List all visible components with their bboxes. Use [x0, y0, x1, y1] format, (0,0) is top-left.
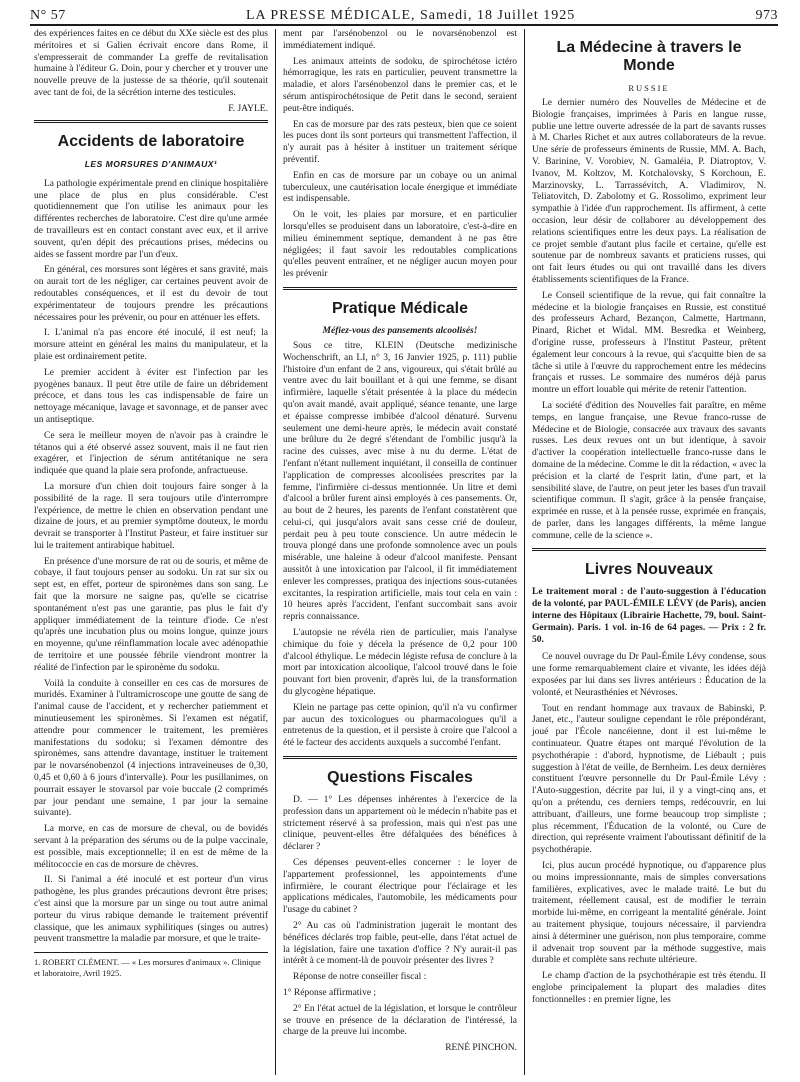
section-divider: [283, 756, 517, 759]
fiscales-signature: RENÉ PINCHON.: [445, 1043, 517, 1054]
accidents-paragraph: Le premier accident à éviter est l'infection par les pyogènes banaux. Il peut être utile de faire un débridement précoce, et dans tous les cas indispensable de faire un nettoyage mécanique, lavage et savonnage, et de panser avec un antiseptique.: [34, 367, 268, 425]
livres-paragraph: Ce nouvel ouvrage du Dr Paul-Émile Lévy condense, sous une forme remarquablement claire et vivante, les idées déjà exposées par lui dans ses livres antérieurs : Éducation de la volonté, et Neurasthénies et Névroses.: [532, 652, 766, 698]
journal-title: LA PRESSE MÉDICALE, Samedi, 18 Juillet 1925: [245, 8, 576, 23]
footnote: 1. ROBERT CLÉMENT. — « Les morsures d'animaux ». Clinique et laboratoire, Avril 1925.: [34, 952, 268, 978]
section-divider: [34, 120, 268, 123]
accidents-paragraph: En général, ces morsures sont légères et sans gravité, mais on aurait tort de les négliger, car certaines peuvent avoir de redoutables conséquences, et il est du devoir de tout expérimentateur de toujours prendre les précautions nécessaires pour les prévenir, ou pour en atténuer les effets.: [34, 265, 268, 323]
accidents-continued: On le voit, les plaies par morsure, et en particulier lorsqu'elles se produisent dans un laboratoire, c'est-à-dire en milieu éminemment septique, demandent à ne pas être négligées; il faut savoir les redoutables complications qu'elles peuvent entraîner, et ne négliger aucun moyen pour les prévenir: [283, 210, 517, 280]
pratique-title: Pratique Médicale: [331, 299, 469, 317]
accidents-continued: Enfin en cas de morsure par un cobaye ou un animal tuberculeux, une cautérisation locale énergique et immédiate est indispensable.: [283, 170, 517, 205]
accidents-paragraph: II. Si l'animal a été inoculé et est porteur d'un virus pathogène, les plus grandes précautions devront être prises; c'est ainsi que la morsure par un singe ou tout autre animal porteur du virus rabique demande le traitement préventif classique, que les animaux syphilitiques (singes ou autres) peuvent transmettre la maladie par morsure, et que le traite-: [34, 875, 268, 945]
accidents-paragraph: I. L'animal n'a pas encore été inoculé, il est neuf; la morsure atteint en général les mains du manipulateur, et la plaie est ordinairement petite.: [34, 328, 268, 362]
accidents-paragraph: Voilà la conduite à conseiller en ces cas de morsures de muridés. Examiner à l'ultramicroscope une goutte de sang de l'animal cause de l'accident, et y rechercher patiemment et minutieusement les spironèmes. Si l'examen est négatif, attendre pour commencer le traitement, les premières manifestations du sodoku; si l'examen démontre des spironèmes, sans attendre davantage, instituer le traitement par le novarsénobenzol (4 injections intraveineuses de 0,30, 0,45 et 0,60 à 6 jours d'intervalle). Pour les pusillanimes, on pourrait essayer le stovarsol par voie buccale (2 comprimés par jour pendant une semaine, 1 par jour la semaine suivante).: [34, 678, 268, 819]
accidents-paragraph: En présence d'une morsure de rat ou de souris, et même de cobaye, il faut toujours penser au sodoku. Un rat sur six ou sept est, en effet, porteur de spironèmes dans son sang. Le fait que la morsure ne saigne pas, qu'elle se cicatrise spontanément n'est pas une garantie, pas plus le fait d'y appliquer immédiatement de la teinture d'iode. Ce n'est qu'après une incubation plus ou moins longue, quinze jours en moyenne, qu'une réinflammation locale avec adénopathie de territoire et une poussée fébrile viendront montrer la réalité de l'infection par le spironème du sodoku.: [34, 556, 268, 673]
accidents-subtitle: LES MORSURES D'ANIMAUX¹: [84, 158, 218, 169]
book-heading: Le traitement moral : de l'auto-suggestion à l'éducation de la volonté, par PAUL-ÉMILE LÉVY (de Paris), ancien interne des Hôpitaux (Librairie Hachette, 79, boul. Saint-Germain). Paris. 1 vol. in-16 de 64 pages. — Prix : 2 fr. 50.: [532, 587, 766, 645]
column-3: [528, 29, 770, 1075]
fiscales-paragraph: 2° Au cas où l'administration jugerait le montant des bénéfices déclarés trop faible, peut-elle, dans l'état actuel de la législation, faire une taxation d'office ? N'y aurait-il pas intérêt à ce moment-là de pouvoir présenter des livres ?: [283, 921, 517, 967]
column-rule: [275, 29, 276, 1075]
livres-paragraph: Tout en rendant hommage aux travaux de Babinski, P. Janet, etc., l'auteur souligne cependant le rôle prépondérant, joué par l'École nancéienne, dont il est lui-même le continuateur. Quatre étapes ont marqué l'évolution de la psychothérapie : d'abord, hypnotisme, de Liébault ; puis suggestion à l'état de veille, de Bernheim. Les deux dernières constituent l'œuvre personnelle du Dr Paul-Émile Lévy : l'Auto-suggestion, décrite par lui, il y a vingt-cinq ans, et qu'on a prétendu, ces derniers temps, redécouvrir, en lui attribuant, d'ailleurs, une forme beaucoup trop simpliste ; plus récemment, l'Éducation de la volonté, ou Cure de direction, qui représente vraiment l'aboutissant définitif de la psychothérapie.: [532, 703, 766, 856]
accidents-paragraph: La morsure d'un chien doit toujours faire songer à la possibilité de la rage. Il sera toujours utile d'interrompre l'expérience, de mettre le chien en observation pendant une dizaine de jours, et au premier symptôme douteux, le mordu devrait se transporter à l'Institut Pasteur, et faire instituer sur lui le traitement antirabique habituel.: [34, 481, 268, 551]
issue-number: N° 57: [30, 8, 66, 23]
page-number: 973: [755, 8, 778, 23]
columns: [30, 29, 778, 1075]
accidents-paragraph: La pathologie expérimentale prend en clinique hospitalière une place de plus en plus considérable. C'est quotidiennement que l'on utilise les animaux pour les différentes recherches de laboratoire. C'est dire qu'une armée de travailleurs est en contact constant avec eux, et il arrive souvent, qu'en dépit des précautions prises, médecins ou aides se fassent mordre par l'un d'eux.: [34, 178, 268, 260]
fiscales-paragraph: D. — 1° Les dépenses inhérentes à l'exercice de la profession dans un appartement où le médecin n'habite pas et strictement réservé à sa profession, mais qui n'est pas une clinique, peuvent-elles être défalquées des bénéfices à déclarer ?: [283, 795, 517, 853]
column-rule: [524, 29, 525, 1075]
fiscales-paragraph: Réponse de notre conseiller fiscal :: [293, 972, 427, 983]
pratique-paragraph: Sous ce titre, KLEIN (Deutsche medizinische Wochenschrift, an LI, n° 3, 16 Janvier 1925, p. 111) publie l'histoire d'un enfant de 2 ans, vigoureux, qui s'était brûlé au ventre avec du lait bouillant et à qui une femme, se disant infirmière, laquelle s'était présentée à la place du médecin qu'on avait mandé, avait appliqué, séance tenante, une large et épaisse compresse imbibée d'alcool dénaturé. Survenu seulement une demi-heure après, le médecin avait constaté une brûlure du 2e degré s'étendant de l'ombilic jusqu'à la racine des cuisses, avec mise à nu du derme. L'état de l'enfant n'étant nullement inquiétant, il conseilla de continuer l'application de compresses alcoolisées prescrites par la femme, l'infirmière ci-dessus mentionnée. Un litre et demi d'alcool a brûler furent ainsi employés à ces pansements. Or, au bout de 2 heures, les parents de l'enfant constatèrent que celui-ci, qui jusqu'alors avait sans cesse crié de douleur, perdait peu à peu toute conscience. Un autre médecin le trouva plongé dans une profonde somnolence avec un pouls misérable, une haleine à odeur d'alcool manifeste. Pensant aussitôt à une intoxication par l'alcool, il fit immédiatement enlever les compresses, pratiqua des injections sous-cutanées excitantes, la respiration artificielle, mais tout cela en vain : 10 heures après l'accident, l'enfant succombait sans avoir repris connaissance.: [283, 340, 517, 623]
livres-title: Livres Nouveaux: [584, 561, 714, 579]
medecine-paragraph: La société d'édition des Nouvelles fait paraître, en même temps, en langue française, une Revue franco-russe de Médecine et de Biologie, consacrée aux travaux des savants russes. Les deux revues ont un but identique, à savoir d'activer la coopération intellectuelle franco-russe dans le domaine de la médecine. Comme le dit la rédaction, « avec la précision et la clarté de l'esprit latin, d'une part, et la sensibilité slave, de l'autre, on peut jeter les bases d'un travail scientifique commun. Il s'agit, grâce à la pensée française, exprimée en russe, et à la pensée russe, exprimée en français, de parler, dans les langages différents, la même langue commune, celle de la science ».: [532, 400, 766, 541]
intro-signature: F. JAYLE.: [228, 103, 268, 114]
livres-paragraph: Ici, plus aucun procédé hypnotique, ou d'apparence plus ou moins impressionnante, mais de simples conversations familières, explicatives, avec le malade traité. Le but du traitement, réellement causal, est de modifier le terrain morbide lui-même, en corrigeant la mentalité générale. Joint au traitement physique, toujours nécessaire, il parviendra ainsi à déterminer une guérison, non plus temporaire, comme il advenait trop souvent par la méthode suggestive, mais durable et complète sans rechute ultérieure.: [532, 861, 766, 966]
fiscal-answer: 1° Réponse affirmative ;: [283, 987, 377, 998]
pratique-paragraph: L'autopsie ne révéla rien de particulier, mais l'analyse chimique du foie y décela la présence de 0,2 pour 100 d'alcool éthylique. Le médecin légiste refusa de conclure à la mort par intoxication alcoolique, l'alcool trouvé dans le foie pouvant fort bien provenir, d'après lui, de la transformation du glycogène hépatique.: [283, 628, 517, 698]
pratique-paragraph: Klein ne partage pas cette opinion, qu'il n'a vu confirmer par aucun des toxicologues ou pharmacologues qu'il a entretenus de la question, et il persiste à croire que l'alcool a été le facteur des accidents auxquels a succombé l'enfant.: [283, 702, 517, 749]
accidents-paragraph: La morve, en cas de morsure de cheval, ou de bovidés servant à la préparation des sérums ou de la pulpe vaccinale, est possible, mais exceptionnelle; il en est de même de la mélitococcie en cas de morsure de chèvres.: [34, 824, 268, 870]
accidents-paragraph: Ce sera le meilleur moyen de n'avoir pas à craindre le tétanos qui a été observé assez souvent, mais il ne faut rien exagérer, et l'injection de sérum antitétanique ne sera indiquée que quand la plaie sera profonde, anfractueuse.: [34, 430, 268, 477]
fiscales-title: Questions Fiscales: [327, 769, 473, 787]
accidents-title: Accidents de laboratoire: [57, 132, 245, 150]
medecine-paragraph: Le dernier numéro des Nouvelles de Médecine et de Biologie françaises, imprimées à Paris en langue russe, publie une lettre ouverte adressée de la part de savants russes à M. Charles Richet et aux autres collaborateurs de la revue. Une série de professeurs éminents de Russie, MM. A. Bach, V. Barinine, V. Vorobiev, N. Gamaléia, P. Diatroptov, V. Ivanov, M. Koltzov, M. Kotchalovsky, S Korchoun, E. Marzinovsky, L. Tarrassévitch, A. Vladimirov, N. Teliatovitch, D. Zabolotny et G. Rossolimo, expriment leur sympathie à l'idée d'un rapprochement. Ils affirment, à cette occasion, leur désir de collaborer au développement des relations scientifiques entre les deux pays. La réalisation de ce projet semble d'autant plus facile et certaine, qu'elle est soutenue par de nombreux savants et praticiens russes, qui ont fait leurs études ou qui ont travaillé dans les divers établissements scientifiques de la France.: [532, 98, 766, 285]
section-divider: [283, 287, 517, 290]
intro-paragraph: des expériences faites en ce début du XXe siècle est des plus méritoires et si Galien écrivait encore dans Rome, il s'empresserait de commander La greffe de revitalisation humaine à l'éditeur G. Doin, pour y chercher et y trouver une nouvelle preuve de la justesse de sa théorie, qu'il soutenait avec tant de foi, de la sécrétion interne des testicules.: [34, 29, 268, 98]
medecine-title: La Médecine à travers le Monde: [556, 39, 742, 74]
medecine-paragraph: Le Conseil scientifique de la revue, qui fait connaître la médecine et la biologie françaises en Russie, est constitué des professeurs Achard, Bezançon, Calmette, Hartmann, Pinard, Richet et Widal. MM. Besredka et Weinberg, d'origine russe, professeurs à l'Institut Pasteur, prêtent également leur concours à la revue, qui s'acquitte bien de sa tâche si utile à l'œuvre du rapprochement entre les médecins français et russes. Le sommaire des numéros déjà parus montre un effort louable qui mérite de retenir l'attention.: [532, 290, 766, 396]
medecine-subtitle: RUSSIE: [628, 83, 670, 93]
accidents-continued: Les animaux atteints de sodoku, de spirochétose ictéro hémorragique, les rats en particulier, peuvent transmettre la maladie, et alors l'arsénobenzol dans le premier cas, et le sérum antispirochétosique de Petit dans le second, seraient peut-être indiqués.: [283, 56, 517, 114]
section-divider: [532, 548, 766, 551]
fiscal-answer: 2° En l'état actuel de la législation, et lorsque le contrôleur se trouve en présence de la déclaration de l'intéressé, la charge de la preuve lui incombe.: [283, 1003, 517, 1038]
page-header: [30, 0, 778, 26]
column-1: [30, 29, 272, 1075]
column-2: [279, 29, 521, 1075]
fiscales-paragraph: Ces dépenses peuvent-elles concerner : le loyer de l'appartement professionnel, les appointements d'une infirmière, le courant électrique pour l'éclairage et les applications médicales, l'automobile, les médicaments pour l'usage du cabinet ?: [283, 858, 517, 916]
accidents-continued: En cas de morsure par des rats pesteux, bien que ce soient les puces dont ils sont porteurs qui transmettent l'affection, il n'y aurait pas à hésiter à instituer un traitement sérique préventif.: [283, 119, 517, 165]
livres-paragraph: Le champ d'action de la psychothérapie est très étendu. Il englobe principalement la plupart des maladies dites fonctionnelles : en premier ligne, les: [532, 971, 766, 1005]
accidents-continued: ment par l'arsénobenzol ou le novarsénobenzol est immédiatement indiqué.: [283, 29, 517, 51]
pratique-subtitle: Méfiez-vous des pansements alcoolisés!: [322, 325, 478, 336]
